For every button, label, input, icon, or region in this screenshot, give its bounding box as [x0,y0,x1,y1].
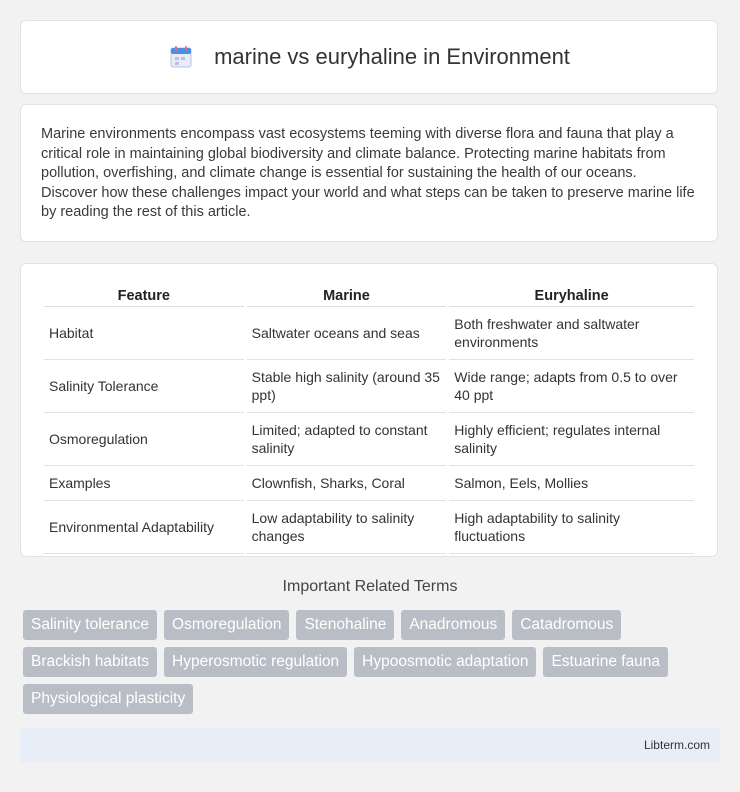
header-euryhaline: Euryhaline [449,284,694,307]
footer-brand-link[interactable]: Libterm.com [643,738,710,752]
related-terms-list [23,610,723,721]
table-cell: Wide range; adapts from 0.5 to over 40 ppt [449,360,694,413]
header-marine: Marine [247,284,447,307]
table-cell: High adaptability to salinity fluctuations [449,501,694,554]
table-cell: Highly efficient; regulates internal salinity [449,413,694,466]
term-tag[interactable]: Estuarine fauna [543,647,668,677]
term-tag[interactable]: Hyperosmotic regulation [164,647,347,677]
table-header-row [44,284,694,307]
table-cell: Stable high salinity (around 35 ppt) [247,360,447,413]
term-tag[interactable]: Stenohaline [296,610,394,640]
term-tag[interactable]: Hypoosmotic adaptation [354,647,536,677]
calendar-icon [168,44,194,70]
table-row [44,360,694,413]
table-row [44,307,694,360]
table-row [44,413,694,466]
term-tag[interactable]: Osmoregulation [164,610,289,640]
table-row [44,501,694,554]
table-cell: Habitat [44,307,244,360]
comparison-table-card [20,263,718,557]
table-cell: Examples [44,466,244,501]
table-row [44,466,694,501]
header-feature: Feature [44,284,244,307]
footer [20,728,720,762]
table-cell: Salmon, Eels, Mollies [449,466,694,501]
table-cell: Environmental Adaptability [44,501,244,554]
table-cell: Both freshwater and saltwater environments [449,307,694,360]
table-cell: Limited; adapted to constant salinity [247,413,447,466]
term-tag[interactable]: Anadromous [401,610,505,640]
intro-card [20,104,718,242]
term-tag[interactable]: Salinity tolerance [23,610,157,640]
table-cell: Low adaptability to salinity changes [247,501,447,554]
table-cell: Clownfish, Sharks, Coral [247,466,447,501]
comparison-table [41,284,697,554]
table-cell: Saltwater oceans and seas [247,307,447,360]
title-card [20,20,718,94]
term-tag[interactable]: Brackish habitats [23,647,157,677]
table-cell: Osmoregulation [44,413,244,466]
term-tag[interactable]: Catadromous [512,610,621,640]
table-cell: Salinity Tolerance [44,360,244,413]
term-tag[interactable]: Physiological plasticity [23,684,193,714]
page-title: marine vs euryhaline in Environment [214,44,570,69]
intro-paragraph: Marine environments encompass vast ecosystems teeming with diverse flora and fauna that play a critical role in maintaining global biodiversity and climate balance. Protecting marine habitats from pollution, overfishing, and climate change is essential for sustaining the health of our oceans. Discover how these challenges impact your world and what steps can be taken to preserve marine life by reading the rest of this article. [41,126,695,221]
title-wrap [168,44,570,70]
related-terms-heading: Important Related Terms [282,578,458,595]
